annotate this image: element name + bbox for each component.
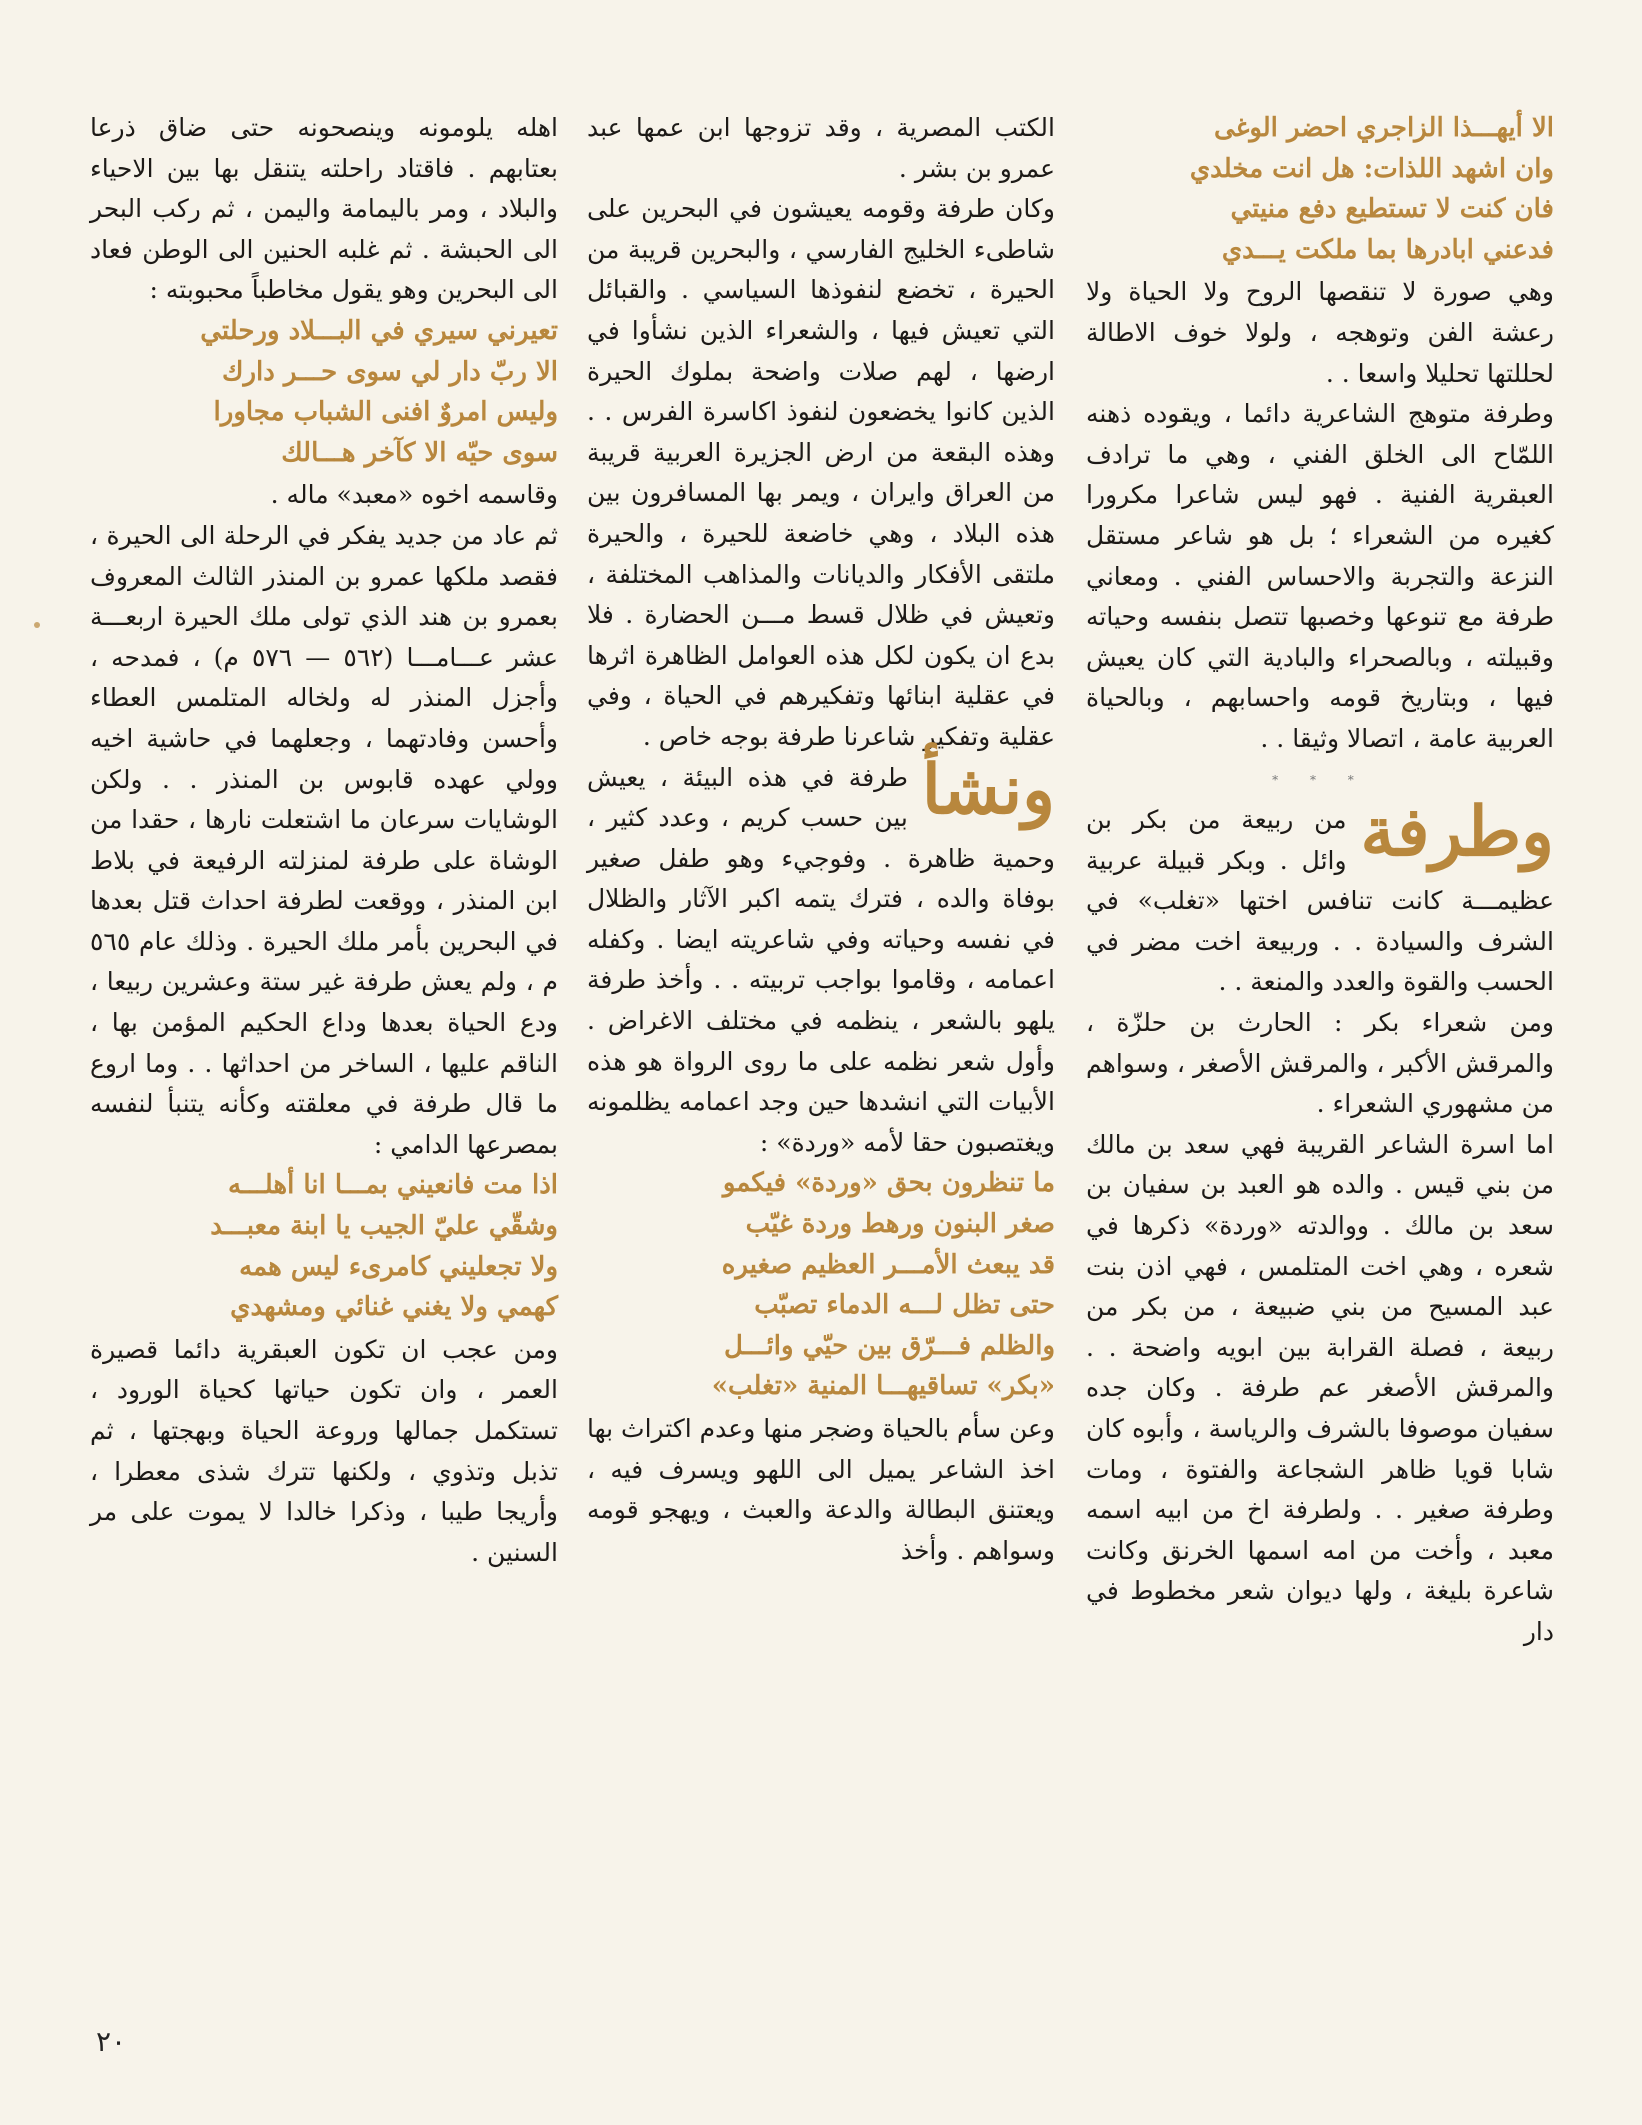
verse-line: الا أيهـــذا الزاجري احضر الوغى: [1214, 113, 1554, 143]
verse-line: «بكر» تساقيهـــا المنية «تغلب»: [711, 1371, 1055, 1402]
verse-line: قد يبعث الأمـــر العظيم صغيره: [721, 1249, 1055, 1280]
body-paragraph: ومن شعراء بكر : الحارث بن حلزّة ، والمرقش الأكبر ، والمرقش الأصغر ، وسواهم من مشهوري الشعراء .: [1086, 1008, 1554, 1119]
verse-line: والظلم فـــرّق بين حيّي وائـــل: [724, 1330, 1055, 1361]
body-paragraph: ومن عجب ان تكون العبقرية دائما قصيرة العمر ، وان تكون حياتها كحياة الورود ، تستكمل جمالها وروعة الحياة وبهجتها ، ثم تذبل وتذوي ، ولكنها تترك شذى معطرا ، وأريجا طيبا ، وذكرا خالدا لا يموت على مر السنين .: [90, 1334, 558, 1567]
column-left: [90, 108, 558, 1573]
body-paragraph: الكتب المصرية ، وقد تزوجها ابن عمها عبد عمرو بن بشر .: [587, 113, 1055, 183]
dropcap-word: ونشأ: [921, 749, 1055, 830]
verse-line: كهمي ولا يغني غنائي ومشهدي: [230, 1292, 558, 1323]
body-paragraph: اهله يلومونه وينصحونه حتى ضاق ذرعا بعتابهم . فاقتاد راحلته يتنقل بها بين الاحياء والبلاد ، ومر باليمامة واليمن ، ثم ركب البحر الى الحبشة . ثم غلبه الحنين الى الوطن فعاد الى البحرين وهو يقول مخاطباً محبوبته :: [90, 113, 558, 305]
column-middle: [587, 108, 1055, 1571]
verse-line: صغر البنون ورهط وردة غيّب: [745, 1209, 1055, 1240]
body-paragraph: وكان طرفة وقومه يعيشون في البحرين على شاطىء الخليج الفارسي ، والبحرين قريبة من الحيرة ، تخضع لنفوذها السياسي . والقبائل التي تعيش فيها ، والشعراء الذين نشأوا في ارضها ، لهم صلات واضحة بملوك الحيرة الذين كانوا يخضعون لنفوذ اكاسرة الفرس . . وهذه البقعة من ارض الجزيرة العربية قريبة من العراق وايران ، ويمر بها المسافرون بين هذه البلاد ، وهي خاضعة للحيرة ، والحيرة ملتقى الأفكار والديانات والمذاهب المختلفة ، وتعيش في ظلال قسط مـــن الحضارة . فلا بدع ان يكون لكل هذه العوامل الظاهرة اثرها في عقلية ابنائها وتفكيرهم في الحياة ، وفي عقلية وتفكير شاعرنا طرفة بوجه خاص .: [587, 194, 1055, 751]
body-paragraph: وطرفة متوهج الشاعرية دائما ، ويقوده ذهنه اللمّاح الى الخلق الفني ، وهي ما ترادف العبقرية الفنية . فهو ليس شاعرا مكرورا كغيره من الشعراء ؛ بل هو شاعر مستقل النزعة والتجربة والاحساس الفني . ومعاني طرفة مع تنوعها وخصبها تتصل بنفسه وحياته وقبيلته ، وبالصحراء والبادية التي كان يعيش فيها ، وبتاريخ قومه واحسابهم ، وبالحياة العربية عامة ، اتصالا وثيقا . .: [1086, 399, 1554, 753]
dropcap-paragraph-text: طرفة في هذه البيئة ، يعيش بين حسب كريم ، وعدد كثير ، وحمية ظاهرة . وفوجيء وهو طفل صغير بوفاة والده ، فترك يتمه اكبر الآثار والظلال في نفسه وحياته وفي شاعريته ايضا . وكفله اعمامه ، وقاموا بواجب تربيته . . وأخذ طرفة يلهو بالشعر ، ينظمه في مختلف الاغراض . وأول شعر نظمه على ما روى الرواة هو هذه الأبيات التي انشدها حين وجد اعمامه يظلمونه ويغتصبون حقا لأمه «وردة» :: [587, 762, 1055, 1157]
column-right: [1086, 108, 1554, 1653]
verse-line: وليس امروٌ افنى الشباب مجاورا: [213, 397, 558, 428]
verse-line: وشقّي عليّ الجيب يا ابنة معبـــد: [210, 1211, 558, 1242]
body-paragraph: ثم عاد من جديد يفكر في الرحلة الى الحيرة ، فقصد ملكها عمرو بن المنذر الثالث المعروف بعمرو بن هند الذي تولى ملك الحيرة اربعـــة عشر عـــامـــا (٥٦٢ — ٥٧٦ م) ، فمدحه ، وأجزل المنذر له ولخاله المتلمس العطاء وأحسن وفادتهما ، وجعلهما في حاشية اخيه وولي عهده قابوس بن المنذر . . ولكن الوشايات سرعان ما اشتعلت نارها ، حقدا من الوشاة على طرفة لمنزلته الرفيعة في بلاط ابن المنذر ، ووقعت لطرفة احداث قتل بعدها في البحرين بأمر ملك الحيرة . وذلك عام ٥٦٥ م ، ولم يعش طرفة غير ستة وعشرين ربيعا ، ودع الحياة بعدها وداع الحكيم المؤمن بها ، الناقم عليها ، الساخر من احداثها . . وما اروع ما قال طرفة في معلقته وكأنه يتنبأ لنفسه بمصرعها الدامي :: [90, 520, 558, 1159]
verse-line: ولا تجعليني كامرىء ليس همه: [239, 1251, 558, 1282]
verse-line: ما تنظرون بحق «وردة» فيكمو: [722, 1168, 1055, 1199]
dropcap-paragraph: [587, 749, 1055, 1164]
verse-line: اذا مت فانعيني بمـــا انا أهلـــه: [228, 1170, 558, 1201]
verse-line: الا ربّ دار لي سوى حـــر دارك: [222, 356, 558, 387]
verses-elegy: [90, 1165, 558, 1327]
dropcap-paragraph-text: من ربيعة من بكر بن وائل . وبكر قبيلة عربية عظيمـــة كانت تنافس اختها «تغلب» في الشرف والسيادة . . وربيعة اخت مضر في الحسب والقوة والعدد والمنعة . .: [1086, 805, 1554, 997]
ink-dot: [34, 622, 40, 628]
verse-line: سوى حيّه الا كآخر هـــالك: [281, 437, 558, 468]
section-separator: * * *: [1272, 772, 1368, 787]
body-paragraph: وقاسمه اخوه «معبد» ماله .: [270, 480, 558, 510]
verse-line: فان كنت لا تستطيع دفع منيتي: [1230, 194, 1554, 225]
body-paragraph: اما اسرة الشاعر القريبة فهي سعد بن مالك من بني قيس . والده هو العبد بن سفيان بن سعد بن مالك . ووالدته «وردة» ذكرها في شعره ، وهي اخت المتلمس ، فهي اذن بنت عبد المسيح من بني ضبيعة ، من بكر من ربيعة ، فصلة القرابة بين ابويه واضحة . . والمرقش الأصغر عم طرفة . وكان جده سفيان موصوفا بالشرف والرياسة ، وأبوه كان شابا قويا ظاهر الشجاعة والفتوة ، ومات وطرفة صغير . . ولطرفة اخ من ابيه اسمه معبد ، وأخت من امه اسمها الخرنق وكانت شاعرة بليغة ، ولها ديوان شعر مخطوط في دار: [1086, 1129, 1554, 1646]
verses-warda: [587, 1163, 1055, 1407]
verse-line: حتى تظل لـــه الدماء تصبّب: [754, 1290, 1055, 1321]
dropcap-word: وطرفة: [1360, 792, 1554, 873]
opening-verses: [1086, 108, 1554, 270]
verse-line: وان اشهد اللذات: هل انت مخلدي: [1189, 153, 1554, 184]
verse-line: تعيرني سيري في البـــلاد ورحلتي: [200, 315, 558, 346]
verses-travel: [90, 311, 558, 473]
verse-line: فدعني ابادرها بما ملكت يـــدي: [1221, 234, 1554, 265]
body-paragraph: وعن سأم بالحياة وضجر منها وعدم اكتراث بها اخذ الشاعر يميل الى اللهو ويسرف فيه ، ويعتنق البطالة والدعة والعبث ، ويهجو قومه وسواهم . وأخذ: [587, 1414, 1055, 1565]
page-number: ٢٠: [96, 2025, 127, 2058]
dropcap-paragraph: [1086, 792, 1554, 1003]
body-paragraph: وهي صورة لا تنقصها الروح ولا الحياة ولا رعشة الفن وتوهجه ، ولولا خوف الاطالة لحللتها تحليلا واسعا . .: [1086, 277, 1554, 388]
